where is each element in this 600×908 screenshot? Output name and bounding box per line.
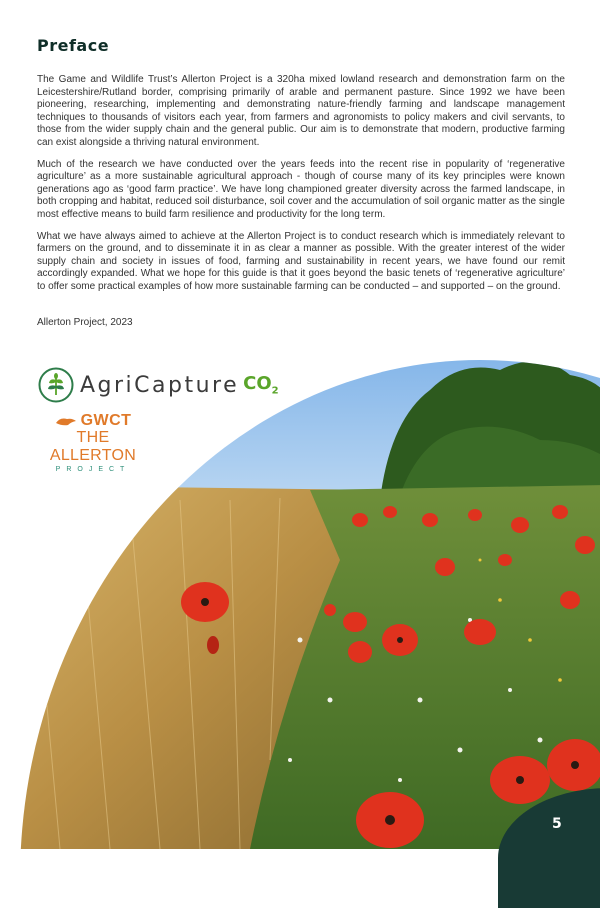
agricapture-logo: [38, 366, 279, 404]
allerton-project-logo: [38, 412, 148, 473]
paragraph-2: Much of the research we have conducted over the years feeds into the recent rise in popularity of ‘regenerative agriculture’ as a more sustainable agricultural approach - though of course many of its key principles were known generations ago as ‘good farm practice’. We have long championed greater diversity across the farmed landscape, in both cropping and habitat, reduced soil disturbance, soil cover and the accumulation of soil organic matter as the single most effective means to build farm resilience and productivity for the long term.: [37, 158, 565, 220]
allerton-sub: PROJECT: [55, 466, 131, 473]
paragraph-3: What we have always aimed to achieve at the Allerton Project is to conduct research which is immediately relevant to farmers on the ground, and to disseminate it in as clear a manner as possible. With the greater interest of the wider supply chain and society in issues of food, farming and sustainability in recent years, we have found our remit accordingly expanded. What we hope for this guide is that it goes beyond the basic tenets of ‘regenerative agriculture’ to offer some practical examples of how more sustainable farming can be conducted – and supported – on the ground.: [37, 230, 565, 292]
page-title: Preface: [37, 36, 110, 55]
agricapture-name: AgriCapture: [80, 372, 240, 398]
allerton-name: THE ALLERTON: [49, 429, 137, 464]
gwct-label: GWCT: [80, 412, 132, 429]
agricapture-co2: $CO_2$: [243, 373, 279, 397]
paragraph-1: The Game and Wildlife Trust’s Allerton Project is a 320ha mixed lowland research and demonstration farm on the Leicestershire/Rutland border, comprising primarily of arable and permanent pasture. Since 1992 we have been pioneering, researching, implementing and demonstrating nature-friendly farming and landscape management techniques to thousands of visitors each year, from farmers and agronomists to policy makers and civil servants, to those from the wider supply chain and the general public. Our aim is to demonstrate that modern, productive farming can exist alongside a thriving natural environment.: [37, 74, 565, 148]
partridge-icon: [55, 415, 77, 427]
wheat-leaf-icon: [38, 367, 74, 403]
page-number: 5: [552, 816, 562, 832]
signature: Allerton Project, 2023: [37, 317, 133, 328]
